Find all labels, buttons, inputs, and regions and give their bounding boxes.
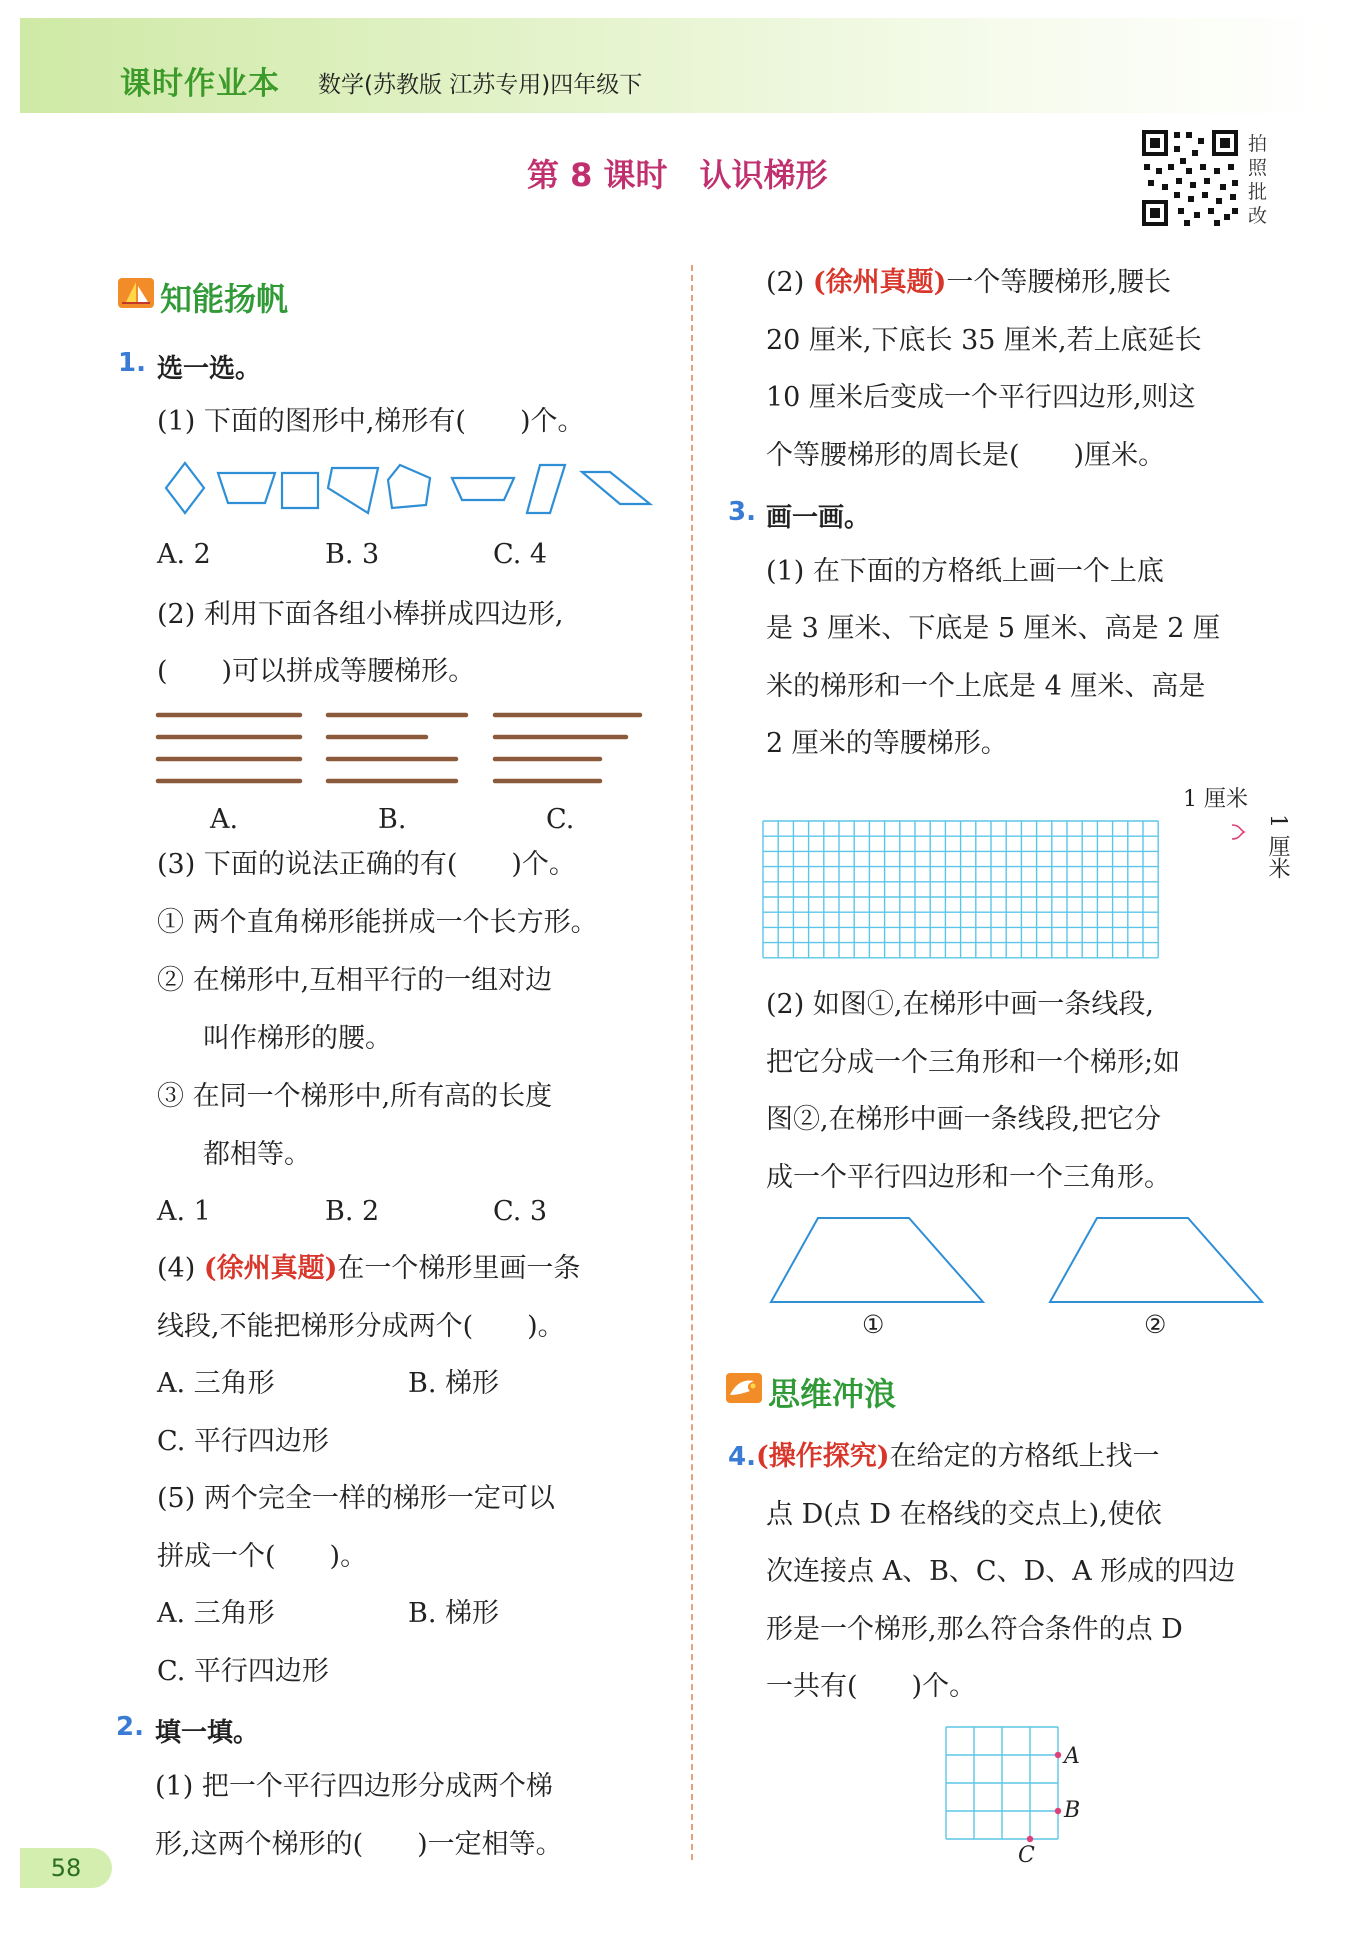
q3-part1-line4: 2 厘米的等腰梯形。 <box>766 728 1008 759</box>
sail-icon <box>118 278 154 308</box>
q3-part2-line3: 图②,在梯形中画一条线段,把它分 <box>766 1104 1162 1135</box>
q3-part2-line1: (2) 如图①,在梯形中画一条线段, <box>766 989 1154 1020</box>
question-title: 选一选。 <box>157 354 262 384</box>
trapezoid-figure-2 <box>1050 1218 1262 1302</box>
point-label-a: A <box>1064 1744 1080 1769</box>
scan-correct-label <box>1248 132 1272 228</box>
figure-label-2: ② <box>1144 1310 1167 1339</box>
q4-line5: 一共有( )个。 <box>766 1671 977 1702</box>
q1-part4-line2: 线段,不能把梯形分成两个( )。 <box>157 1311 565 1342</box>
question-number: 2. <box>116 1712 144 1742</box>
q3-part1-line2: 是 3 厘米、下底是 5 厘米、高是 2 厘 <box>766 613 1221 644</box>
shape-trapezoid <box>218 473 275 503</box>
part-label: (4) <box>157 1253 204 1284</box>
q1-part5-line2: 拼成一个( )。 <box>157 1541 368 1572</box>
scan-char: 批 <box>1248 181 1268 203</box>
scan-char: 照 <box>1248 157 1268 179</box>
q1-part3: (3) 下面的说法正确的有( )个。 <box>157 849 576 880</box>
unit-label-vertical: 1 厘米 <box>1265 814 1290 879</box>
column-divider <box>691 265 693 1860</box>
q1-statement-2-cont: 叫作梯形的腰。 <box>203 1023 392 1054</box>
q2-part2-text: 一个等腰梯形,腰长 <box>946 267 1171 298</box>
page-number: 58 <box>20 1848 112 1888</box>
point-b <box>1055 1808 1061 1814</box>
q1-p1-option-b: B. 3 <box>325 539 380 570</box>
q2-part2-line3: 10 厘米后变成一个平行四边形,则这 <box>766 382 1196 413</box>
q2-part1-line2: 形,这两个梯形的( )一定相等。 <box>155 1829 563 1860</box>
section-title-siwei: 思维冲浪 <box>768 1375 897 1413</box>
question-number: 4. <box>728 1442 756 1472</box>
q1-part4-text: 在一个梯形里画一条 <box>337 1253 581 1284</box>
lesson-title: 第 8 课时 认识梯形 <box>527 156 828 194</box>
q1-p1-option-c: C. 4 <box>493 539 548 570</box>
question-number: 3. <box>728 497 756 527</box>
q1-statement-3: ③ 在同一个梯形中,所有高的长度 <box>157 1081 553 1112</box>
point-label-b: B <box>1064 1798 1081 1823</box>
point-a <box>1055 1752 1061 1758</box>
source-tag: (徐州真题) <box>203 1253 338 1284</box>
q1-statement-2: ② 在梯形中,互相平行的一组对边 <box>157 965 553 996</box>
shape-pentagon <box>388 465 430 508</box>
source-tag: (操作探究) <box>755 1441 890 1472</box>
q1-statement-1: ① 两个直角梯形能拼成一个长方形。 <box>157 907 598 938</box>
q4-line4: 形是一个梯形,那么符合条件的点 D <box>766 1614 1183 1645</box>
q1-p3-option-b: B. 2 <box>325 1196 380 1227</box>
q1-p5-option-a: A. 三角形 <box>157 1598 275 1629</box>
shape-rhombus <box>166 463 204 513</box>
q3-part2-line2: 把它分成一个三角形和一个梯形;如 <box>766 1047 1181 1078</box>
book-subtitle: 数学(苏教版 江苏专用)四年级下 <box>318 72 643 98</box>
scan-char: 拍 <box>1248 133 1268 155</box>
q4-text: 在给定的方格纸上找一 <box>889 1441 1160 1472</box>
q4-point-grid[interactable] <box>945 1725 1075 1850</box>
q1-statement-3-cont: 都相等。 <box>203 1139 311 1170</box>
q4-line2: 点 D(点 D 在格线的交点上),使依 <box>766 1499 1162 1530</box>
q2-part2-line1 <box>766 266 1171 300</box>
scan-char: 改 <box>1248 205 1268 227</box>
section-title-zhineng: 知能扬帆 <box>160 280 289 318</box>
q1-p5-option-c: C. 平行四边形 <box>157 1656 329 1687</box>
q1-p1-option-a: A. 2 <box>157 539 211 570</box>
q3-part1-line3: 米的梯形和一个上底是 4 厘米、高是 <box>766 671 1206 702</box>
qr-code-icon[interactable] <box>1140 128 1240 228</box>
q1-p4-option-a: A. 三角形 <box>157 1368 275 1399</box>
q2-part2-line2: 20 厘米,下底长 35 厘米,若上底延长 <box>766 325 1202 356</box>
q1-part4-line1 <box>157 1252 580 1286</box>
q1-p3-option-c: C. 3 <box>493 1196 548 1227</box>
shape-square <box>282 473 318 508</box>
q2-part1-line1: (1) 把一个平行四边形分成两个梯 <box>155 1771 553 1802</box>
shape-trapezoid <box>452 478 514 500</box>
q1-p5-option-b: B. 梯形 <box>408 1598 500 1629</box>
trapezoid-figure-1 <box>771 1218 983 1302</box>
wave-icon <box>726 1373 762 1403</box>
sticks-label-c: C. <box>546 804 575 835</box>
q4-line1 <box>728 1440 1160 1474</box>
sticks-label-a: A. <box>210 804 239 835</box>
figure-label-1: ① <box>862 1310 885 1339</box>
point-label-c: C <box>1018 1843 1035 1868</box>
q2-part2-line4: 个等腰梯形的周长是( )厘米。 <box>766 440 1166 471</box>
q4-line3: 次连接点 A、B、C、D、A 形成的四边 <box>766 1556 1236 1587</box>
q1-part1: (1) 下面的图形中,梯形有( )个。 <box>157 406 585 437</box>
shape-parallelogram <box>582 472 650 504</box>
q1-sticks <box>150 705 650 795</box>
q3-part2-line4: 成一个平行四边形和一个三角形。 <box>766 1162 1171 1193</box>
q3-part1-line1: (1) 在下面的方格纸上画一个上底 <box>766 556 1164 587</box>
shape-parallelogram <box>527 465 565 513</box>
q1-p4-option-c: C. 平行四边形 <box>157 1426 329 1457</box>
question-number: 1. <box>118 348 146 378</box>
q3-trapezoid-figures <box>765 1212 1265 1307</box>
question-title: 画一画。 <box>766 503 871 533</box>
q1-part2-line2: ( )可以拼成等腰梯形。 <box>157 656 476 687</box>
brand-title: 课时作业本 <box>120 66 280 102</box>
q1-part2-line1: (2) 利用下面各组小棒拼成四边形, <box>157 599 564 630</box>
question-title: 填一填。 <box>155 1718 260 1748</box>
unit-label-horizontal: 1 厘米 <box>1183 787 1248 812</box>
q1-p3-option-a: A. 1 <box>157 1196 211 1227</box>
shape-trapezoid <box>328 468 378 513</box>
part-label: (2) <box>766 267 813 298</box>
point-c <box>1027 1836 1033 1842</box>
source-tag: (徐州真题) <box>812 267 947 298</box>
q1-p4-option-b: B. 梯形 <box>408 1368 500 1399</box>
grid-paper[interactable] <box>762 818 1242 966</box>
q1-part5-line1: (5) 两个完全一样的梯形一定可以 <box>157 1483 555 1514</box>
q1-shapes-row <box>160 460 660 520</box>
sticks-label-b: B. <box>378 804 407 835</box>
